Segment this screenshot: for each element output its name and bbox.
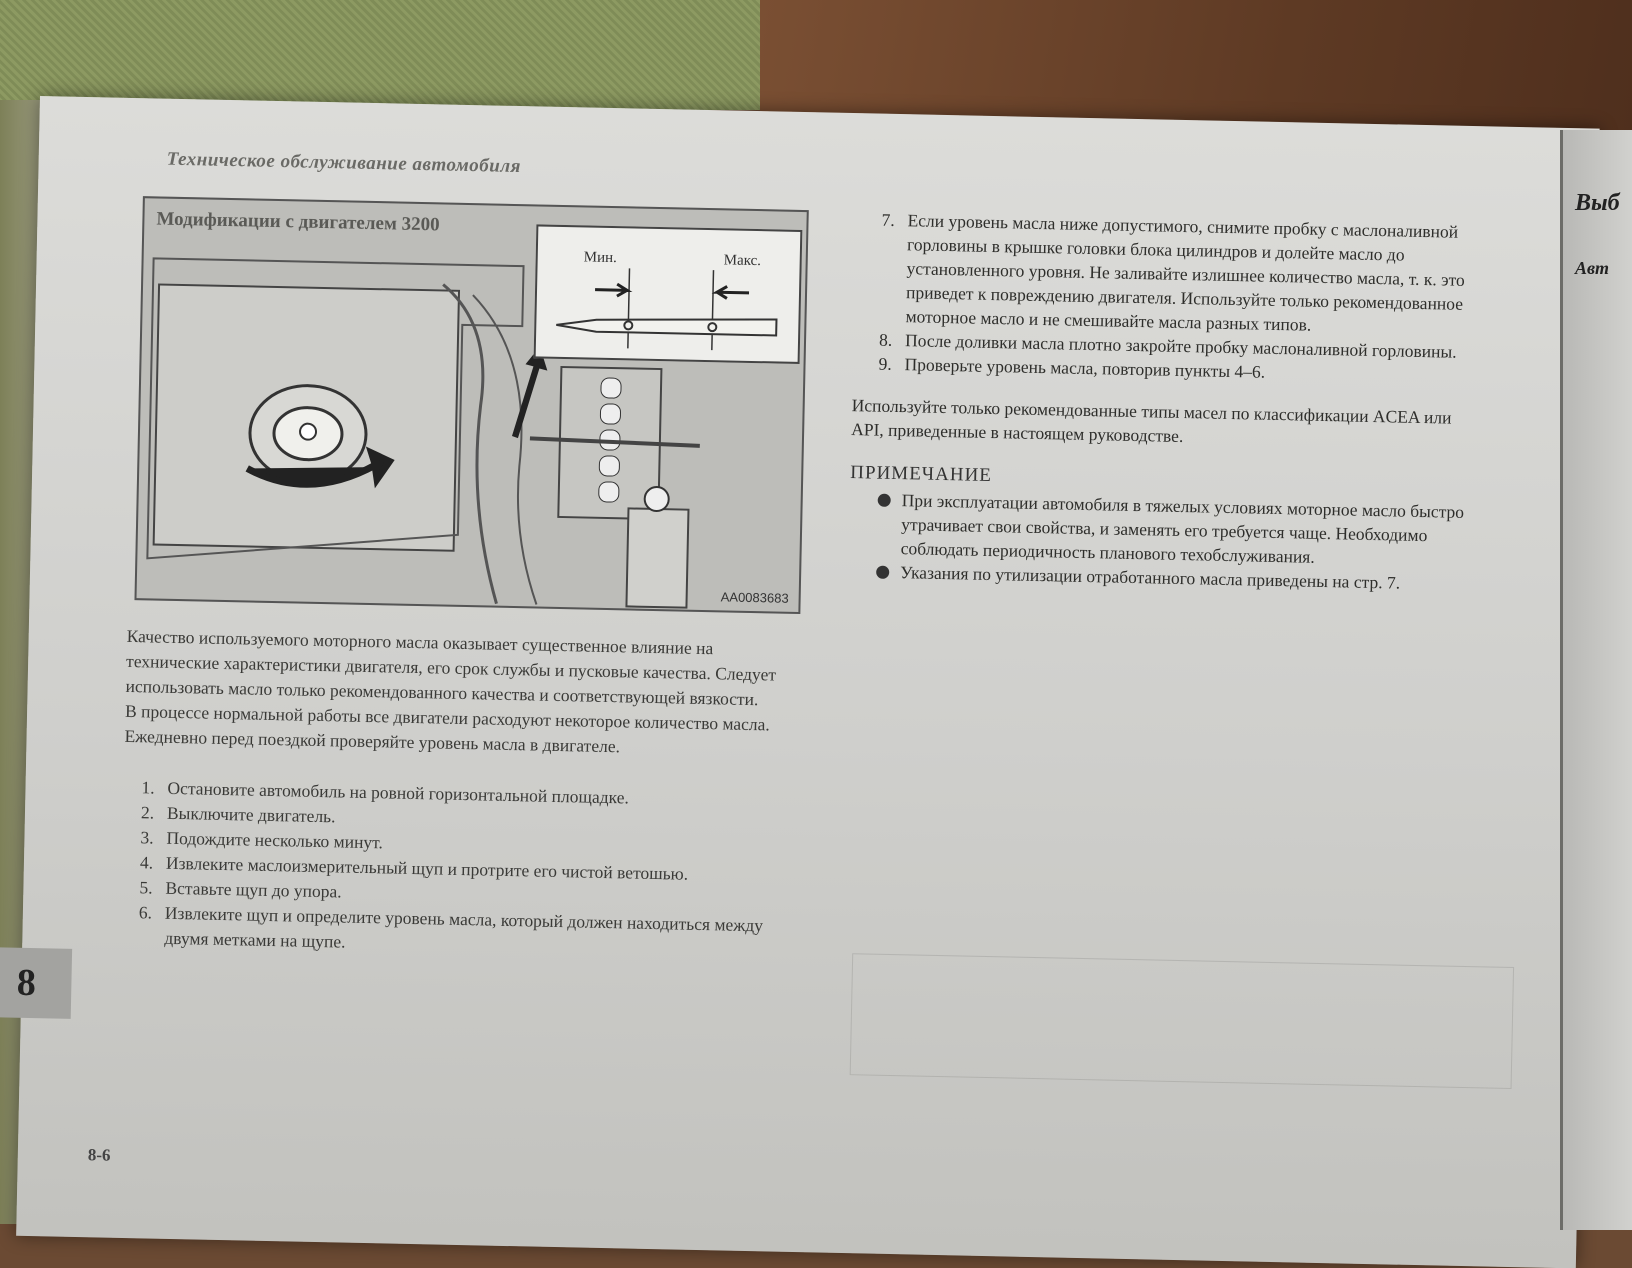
dipstick-inset bbox=[534, 224, 803, 364]
step-number: 2. bbox=[140, 802, 155, 823]
bullet-icon bbox=[878, 494, 891, 507]
max-arrow bbox=[717, 286, 749, 299]
note-text: При эксплуатации автомобиля в тяжелых условиях моторное масло быстро утрачивает свои свойства, и заменять его требуется чаще. Необходимо соблюдать периодичность планового техобслуживания. bbox=[900, 490, 1465, 567]
intro-paragraph: Качество используемого моторного масла оказывает существенное влияние на технические характеристики двигателя, его срок службы и пусковые качества. Следует использовать масло только рекомендованного качества и соответствующей вязкости. bbox=[125, 625, 777, 710]
next-page-title-fragment: Выб bbox=[1575, 190, 1620, 216]
max-label: Макс. bbox=[723, 252, 762, 270]
step-number: 4. bbox=[139, 852, 154, 873]
step-number: 7. bbox=[881, 209, 895, 230]
steps-list-left bbox=[120, 775, 784, 964]
page-header: Техническое обслуживание автомобиля bbox=[166, 148, 522, 178]
manual-page bbox=[16, 96, 1600, 1268]
bullet-icon bbox=[876, 566, 889, 579]
figure-code: AA0083683 bbox=[720, 589, 789, 606]
notes-list bbox=[848, 487, 1470, 596]
note-text: Указания по утилизации отработанного масла приведены на стр. 7. bbox=[900, 562, 1401, 593]
right-column bbox=[848, 207, 1476, 596]
intro-paragraph: В процессе нормальной работы все двигатели расходуют некоторое количество масла. Ежедневно перед поездкой проверяйте уровень масла в двигателе. bbox=[124, 700, 771, 757]
list-item bbox=[853, 207, 1475, 340]
step-text: Извлеките щуп и определите уровень масла, который должен находиться между двумя метками на щупе. bbox=[164, 902, 764, 952]
next-page-edge bbox=[1560, 130, 1632, 1230]
background-cloth bbox=[0, 0, 800, 110]
step-text: Извлеките маслоизмерительный щуп и протрите его чистой ветошью. bbox=[165, 852, 689, 884]
steps-list-right bbox=[852, 207, 1475, 388]
step-number: 5. bbox=[139, 877, 153, 898]
min-label: Мин. bbox=[583, 249, 618, 267]
figure-caption: Модификации с двигателем 3200 bbox=[156, 208, 440, 236]
step-text: Вставьте щуп до упора. bbox=[165, 877, 342, 902]
left-column bbox=[120, 624, 787, 964]
dipstick-blade bbox=[556, 315, 776, 336]
next-page-subtitle-fragment: Авт bbox=[1575, 258, 1610, 278]
note-title: ПРИМЕЧАНИЕ bbox=[850, 462, 993, 487]
step-text: Подождите несколько минут. bbox=[166, 827, 384, 853]
lower-panel bbox=[626, 508, 688, 607]
min-arrow bbox=[595, 284, 627, 297]
step-number: 9. bbox=[878, 353, 892, 374]
list-item bbox=[848, 487, 1469, 572]
page-number: 8-6 bbox=[87, 1145, 111, 1165]
recommendation-paragraph: Используйте только рекомендованные типы масел по классификации ACEA или API, приведенные в настоящем руководстве. bbox=[850, 395, 1452, 447]
dipstick-pointer-arrow bbox=[512, 346, 548, 439]
step-number: 8. bbox=[878, 329, 893, 350]
step-number: 6. bbox=[138, 902, 153, 923]
step-text: После доливки масла плотно закройте пробку маслоналивной горловины. bbox=[904, 330, 1457, 362]
step-text: Если уровень масла ниже допустимого, снимите пробку с маслоналивной горловины в крышке головки блока цилиндров и долейте масло до установленного уровня. Не заливайте излишнее количество масла, т. к. это приведет к повреждению двигателя. Используйте только рекомендованное моторное масло и не смешивайте масла разных типов. bbox=[905, 210, 1465, 335]
cap-center bbox=[300, 424, 316, 440]
engine-figure bbox=[134, 196, 808, 614]
step-number: 3. bbox=[140, 827, 154, 848]
dipstick-handle bbox=[644, 487, 668, 511]
step-text: Проверьте уровень масла, повторив пункты 4–6. bbox=[904, 354, 1266, 382]
step-text: Выключите двигатель. bbox=[166, 802, 336, 827]
dipstick-drawing bbox=[536, 226, 801, 361]
step-text: Остановите автомобиль на ровной горизонтальной площадке. bbox=[167, 777, 630, 808]
show-through-text-area bbox=[850, 953, 1514, 1089]
step-number: 1. bbox=[141, 777, 155, 798]
section-tab: 8 bbox=[0, 947, 72, 1019]
